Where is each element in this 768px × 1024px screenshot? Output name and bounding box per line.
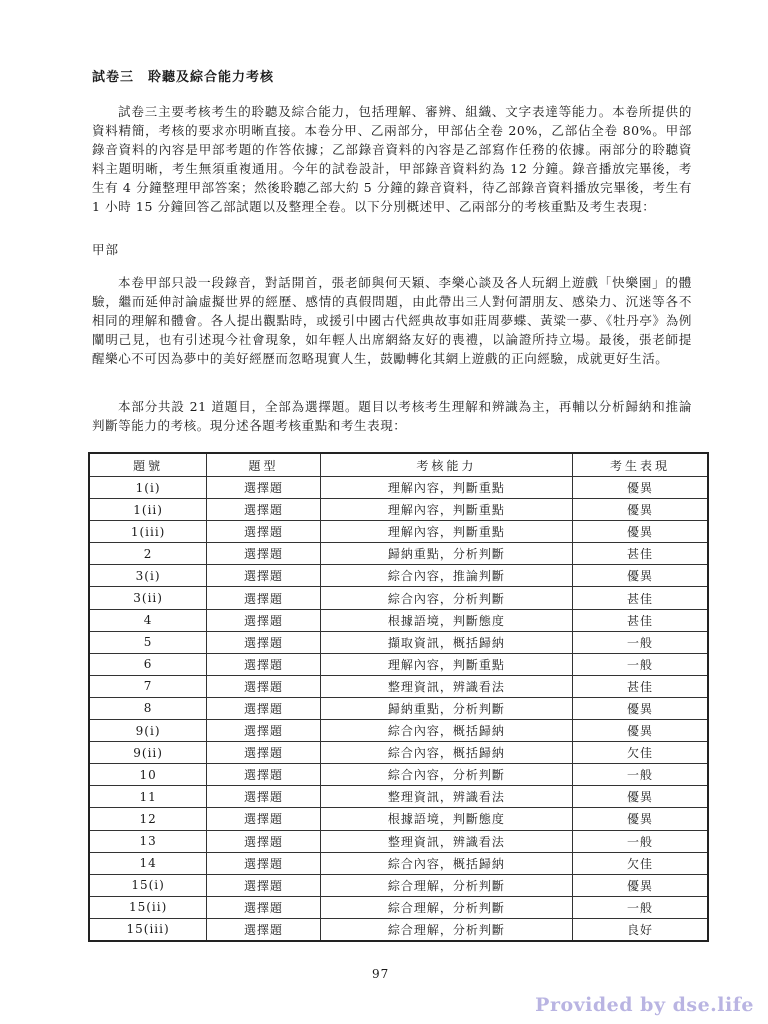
cell-question-no: 15(i) [89,874,207,896]
table-row [89,697,708,719]
cell-performance: 優異 [572,521,708,543]
cell-question-no: 13 [89,830,207,852]
cell-question-type: 選擇題 [207,675,321,697]
cell-assessed-ability: 理解內容，判斷重點 [320,653,572,675]
cell-performance: 優異 [572,720,708,742]
cell-performance: 甚佳 [572,609,708,631]
cell-performance: 優異 [572,874,708,896]
cell-performance: 一般 [572,653,708,675]
table-row [89,918,708,941]
table-row [89,764,708,786]
cell-question-type: 選擇題 [207,521,321,543]
cell-assessed-ability: 理解內容，判斷重點 [320,521,572,543]
cell-question-type: 選擇題 [207,830,321,852]
cell-question-no: 11 [89,786,207,808]
header-question-no: 題號 [89,453,207,477]
page-number: 97 [372,967,390,981]
cell-assessed-ability: 綜合內容，概括歸納 [320,720,572,742]
cell-performance: 優異 [572,499,708,521]
cell-performance: 甚佳 [572,675,708,697]
cell-question-no: 1(i) [89,477,207,499]
cell-question-no: 1(iii) [89,521,207,543]
table-row [89,609,708,631]
cell-performance: 良好 [572,918,708,941]
cell-question-type: 選擇題 [207,764,321,786]
cell-question-no: 2 [89,543,207,565]
cell-question-type: 選擇題 [207,697,321,719]
cell-question-no: 15(iii) [89,918,207,941]
cell-question-no: 9(i) [89,720,207,742]
table-row [89,720,708,742]
cell-question-no: 1(ii) [89,499,207,521]
cell-assessed-ability: 綜合內容，概括歸納 [320,852,572,874]
cell-question-type: 選擇題 [207,852,321,874]
cell-question-no: 4 [89,609,207,631]
cell-question-type: 選擇題 [207,587,321,609]
cell-assessed-ability: 歸納重點，分析判斷 [320,697,572,719]
cell-question-type: 選擇題 [207,742,321,764]
cell-question-no: 10 [89,764,207,786]
cell-performance: 優異 [572,477,708,499]
cell-question-no: 14 [89,852,207,874]
cell-question-type: 選擇題 [207,565,321,587]
cell-question-type: 選擇題 [207,653,321,675]
table-row [89,808,708,830]
questions-intro-paragraph: 本部分共設 21 道題目，全部為選擇題。題目以考核考生理解和辨識為主，再輔以分析歸納和推論判斷等能力的考核。現分述各題考核重點和考生表現： [92,399,692,433]
table-row [89,477,708,499]
table-row [89,587,708,609]
table-row [89,852,708,874]
table-row [89,742,708,764]
cell-question-no: 3(ii) [89,587,207,609]
section-heading: 甲部 [92,242,120,257]
header-question-type: 題型 [207,453,321,477]
cell-performance: 優異 [572,565,708,587]
cell-question-no: 15(ii) [89,896,207,918]
cell-performance: 甚佳 [572,587,708,609]
cell-question-type: 選擇題 [207,808,321,830]
cell-assessed-ability: 整理資訊，辨識看法 [320,786,572,808]
table-row [89,830,708,852]
cell-performance: 一般 [572,631,708,653]
table-row [89,499,708,521]
cell-assessed-ability: 理解內容，判斷重點 [320,499,572,521]
intro-paragraph: 試卷三主要考核考生的聆聽及綜合能力，包括理解、審辨、組織、文字表達等能力。本卷所提供的資料精簡，考核的要求亦明晰直接。本卷分甲、乙兩部分，甲部佔全卷 20%，乙部佔全卷 80%。甲部錄音資料的內容是甲部考題的作答依據；乙部錄音資料的內容是乙部寫作任務的依據。兩部分的聆聽資料主題明晰，考生無須重複通用。今年的試卷設計，甲部錄音資料約為 12 分鐘。錄音播放完畢後，考生有 4 分鐘整理甲部答案；然後聆聽乙部大約 5 分鐘的錄音資料，待乙部錄音資料播放完畢後，考生有 1 小時 15 分鐘回答乙部試題以及整理全卷。以下分別概述甲、乙兩部分的考核重點及考生表現： [92,104,692,214]
table-row [89,786,708,808]
cell-question-no: 5 [89,631,207,653]
header-candidate-performance: 考生表現 [572,453,708,477]
cell-question-type: 選擇題 [207,631,321,653]
table-header-row [89,453,708,477]
table-row [89,543,708,565]
cell-question-type: 選擇題 [207,918,321,941]
cell-assessed-ability: 根據語境，判斷態度 [320,609,572,631]
watermark: Provided by dse.life [535,994,754,1016]
cell-question-type: 選擇題 [207,874,321,896]
cell-question-no: 7 [89,675,207,697]
table-row [89,565,708,587]
cell-assessed-ability: 綜合內容，概括歸納 [320,742,572,764]
cell-performance: 一般 [572,896,708,918]
cell-assessed-ability: 擷取資訊，概括歸納 [320,631,572,653]
cell-performance: 甚佳 [572,543,708,565]
section-summary-paragraph: 本卷甲部只設一段錄音，對話開首，張老師與何天穎、李樂心談及各人玩網上遊戲「快樂園」的體驗，繼而延伸討論虛擬世界的經歷、感情的真假問題，由此帶出三人對何謂朋友、感染力、沉迷等各不相同的理解和體會。各人提出觀點時，或援引中國古代經典故事如莊周夢蝶、黃粱一夢、《牡丹亭》為例闡明己見，也有引述現今社會現象，如年輕人出席網絡友好的喪禮，以論證所持立場。最後，張老師提醒樂心不可因為夢中的美好經歷而忽略現實人生，鼓勵轉化其網上遊戲的正向經驗，成就更好生活。 [92,275,692,366]
cell-question-no: 6 [89,653,207,675]
cell-performance: 優異 [572,697,708,719]
paper-title: 試卷三 聆聽及綜合能力考核 [92,70,275,85]
cell-assessed-ability: 根據語境，判斷態度 [320,808,572,830]
cell-question-type: 選擇題 [207,720,321,742]
table-row [89,631,708,653]
cell-question-no: 3(i) [89,565,207,587]
table-row [89,896,708,918]
cell-question-type: 選擇題 [207,477,321,499]
cell-assessed-ability: 整理資訊，辨識看法 [320,675,572,697]
cell-question-type: 選擇題 [207,499,321,521]
cell-assessed-ability: 整理資訊，辨識看法 [320,830,572,852]
cell-assessed-ability: 歸納重點，分析判斷 [320,543,572,565]
table-body [89,477,708,941]
performance-table [88,452,709,942]
cell-question-no: 8 [89,697,207,719]
cell-performance: 優異 [572,786,708,808]
cell-question-type: 選擇題 [207,609,321,631]
cell-performance: 一般 [572,764,708,786]
cell-performance: 欠佳 [572,852,708,874]
table-row [89,675,708,697]
cell-assessed-ability: 綜合內容，推論判斷 [320,565,572,587]
table-row [89,653,708,675]
table-row [89,521,708,543]
cell-question-type: 選擇題 [207,896,321,918]
cell-question-no: 12 [89,808,207,830]
cell-assessed-ability: 理解內容，判斷重點 [320,477,572,499]
cell-assessed-ability: 綜合理解，分析判斷 [320,896,572,918]
cell-assessed-ability: 綜合理解，分析判斷 [320,874,572,896]
table-row [89,874,708,896]
cell-performance: 優異 [572,808,708,830]
header-assessed-ability: 考核能力 [320,453,572,477]
cell-performance: 一般 [572,830,708,852]
cell-question-no: 9(ii) [89,742,207,764]
cell-assessed-ability: 綜合內容，分析判斷 [320,764,572,786]
cell-assessed-ability: 綜合理解，分析判斷 [320,918,572,941]
cell-question-type: 選擇題 [207,786,321,808]
cell-performance: 欠佳 [572,742,708,764]
cell-question-type: 選擇題 [207,543,321,565]
cell-assessed-ability: 綜合內容，分析判斷 [320,587,572,609]
